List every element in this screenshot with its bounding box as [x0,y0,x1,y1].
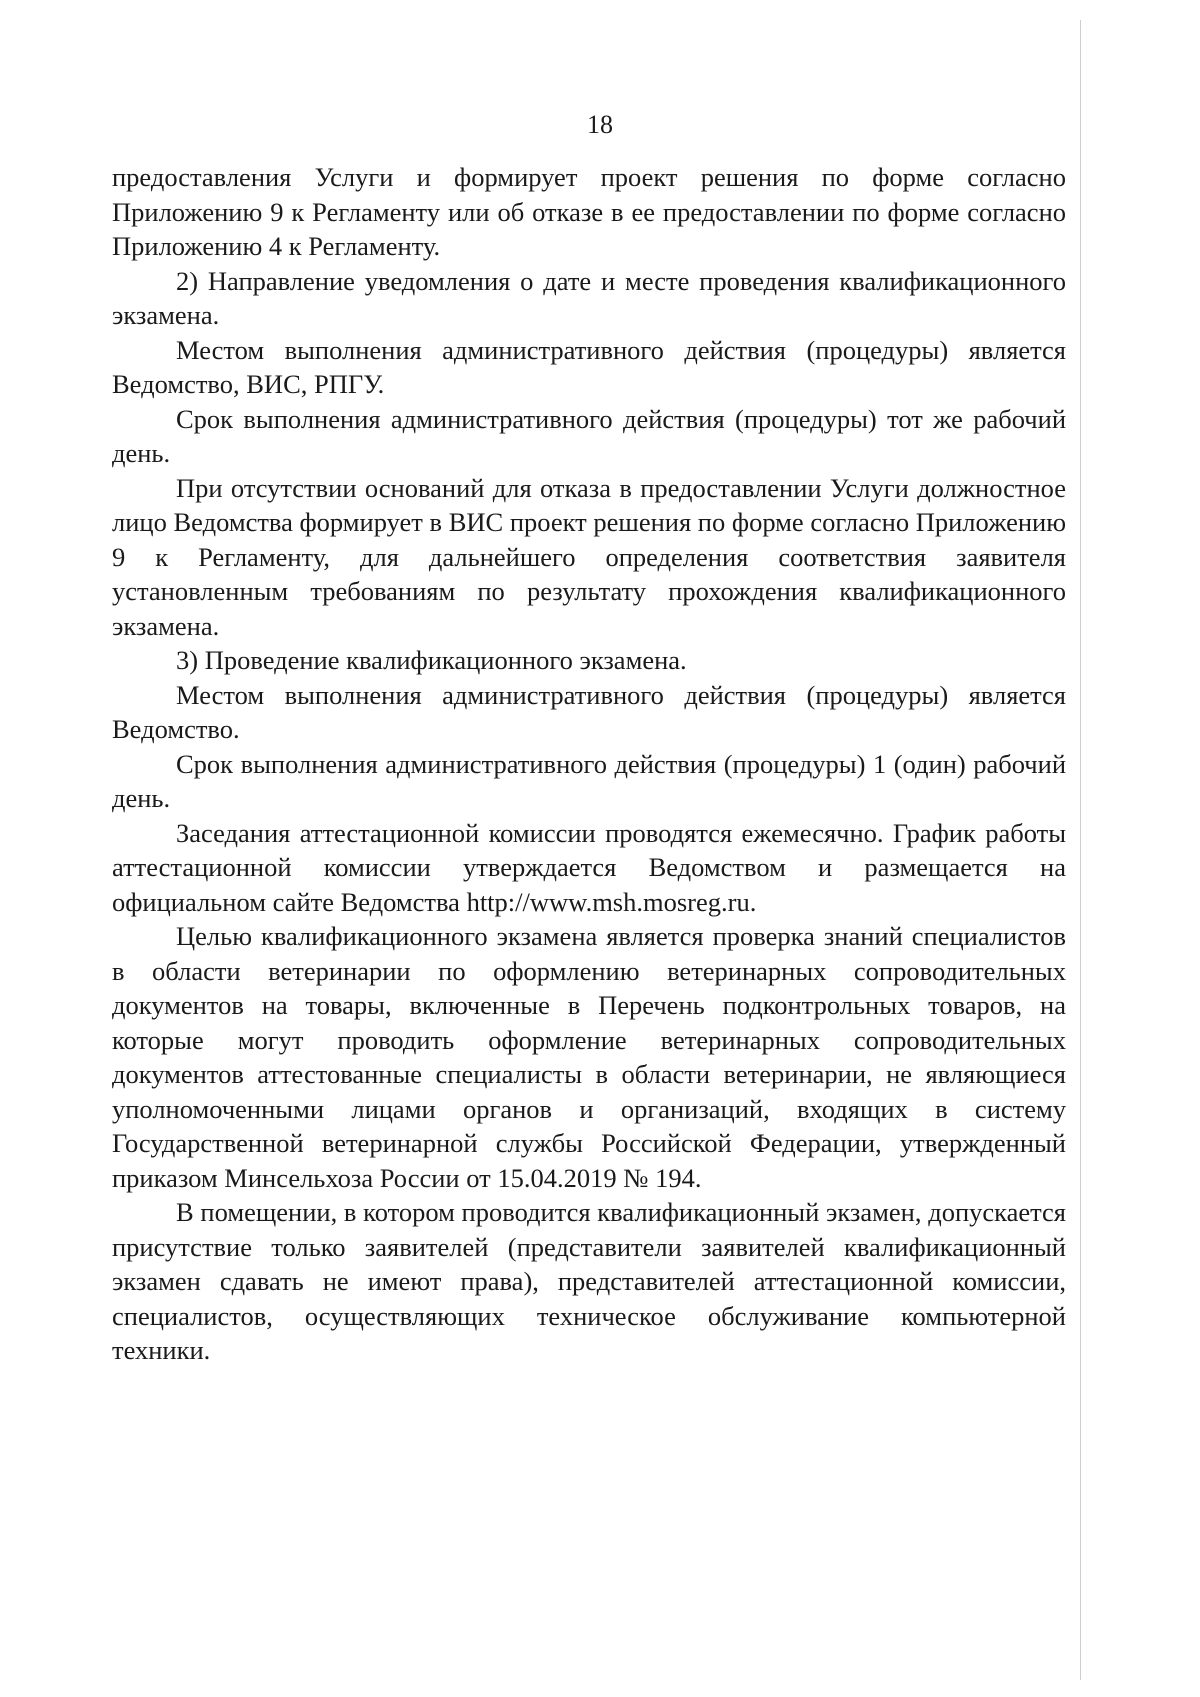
paragraph-8: Срок выполнения административного действия (процедуры) 1 (один) рабочий день. [112,748,1066,813]
document-body [112,160,1066,1368]
paragraph-7: Местом выполнения административного действия (процедуры) является Ведомство. [112,679,1066,744]
paragraph-3: Местом выполнения административного действия (процедуры) является Ведомство, ВИС, РПГУ. [112,334,1066,399]
paragraph-2: 2) Направление уведомления о дате и месте проведения квалификационного экзамена. [112,265,1066,330]
paragraph-1: предоставления Услуги и формирует проект решения по форме согласно Приложению 9 к Регламенту или об отказе в ее предоставлении по форме согласно Приложению 4 к Регламенту. [112,162,1066,261]
scan-edge-line [1080,20,1081,1680]
paragraph-4: Срок выполнения административного действия (процедуры) тот же рабочий день. [112,403,1066,468]
paragraph-11: В помещении, в котором проводится квалификационный экзамен, допускается присутствие только заявителей (представители заявителей квалификационный экзамен сдавать не имеют права), представителей аттестационной комиссии, специалистов, осуществляющих техническое обслуживание компьютерной техники. [112,1197,1066,1365]
paragraph-5: При отсутствии оснований для отказа в предоставлении Услуги должностное лицо Ведомства формирует в ВИС проект решения по форме согласно Приложению 9 к Регламенту, для дальнейшего определения соответствия заявителя установленным требованиям по результату прохождения квалификационного экзамена. [112,472,1066,641]
paragraph-6: 3) Проведение квалификационного экзамена. [176,645,687,675]
page-number: 18 [587,110,613,139]
paragraph-9: Заседания аттестационной комиссии проводятся ежемесячно. График работы аттестационной комиссии утверждается Ведомством и размещается на официальном сайте Ведомства http://www.msh.mosreg.ru. [112,817,1066,917]
paragraph-10: Целью квалификационного экзамена является проверка знаний специалистов в области ветеринарии по оформлению ветеринарных сопроводительных документов на товары, включенные в Перечень подконтрольных товаров, на которые могут проводить оформление ветеринарных сопроводительных документов аттестованные специалисты в области ветеринарии, не являющиеся уполномоченными лицами органов и организаций, входящих в систему Государственной ветеринарной службы Российской Федерации, утвержденный приказом Минсельхоза России от 15.04.2019 № 194. [112,921,1066,1193]
